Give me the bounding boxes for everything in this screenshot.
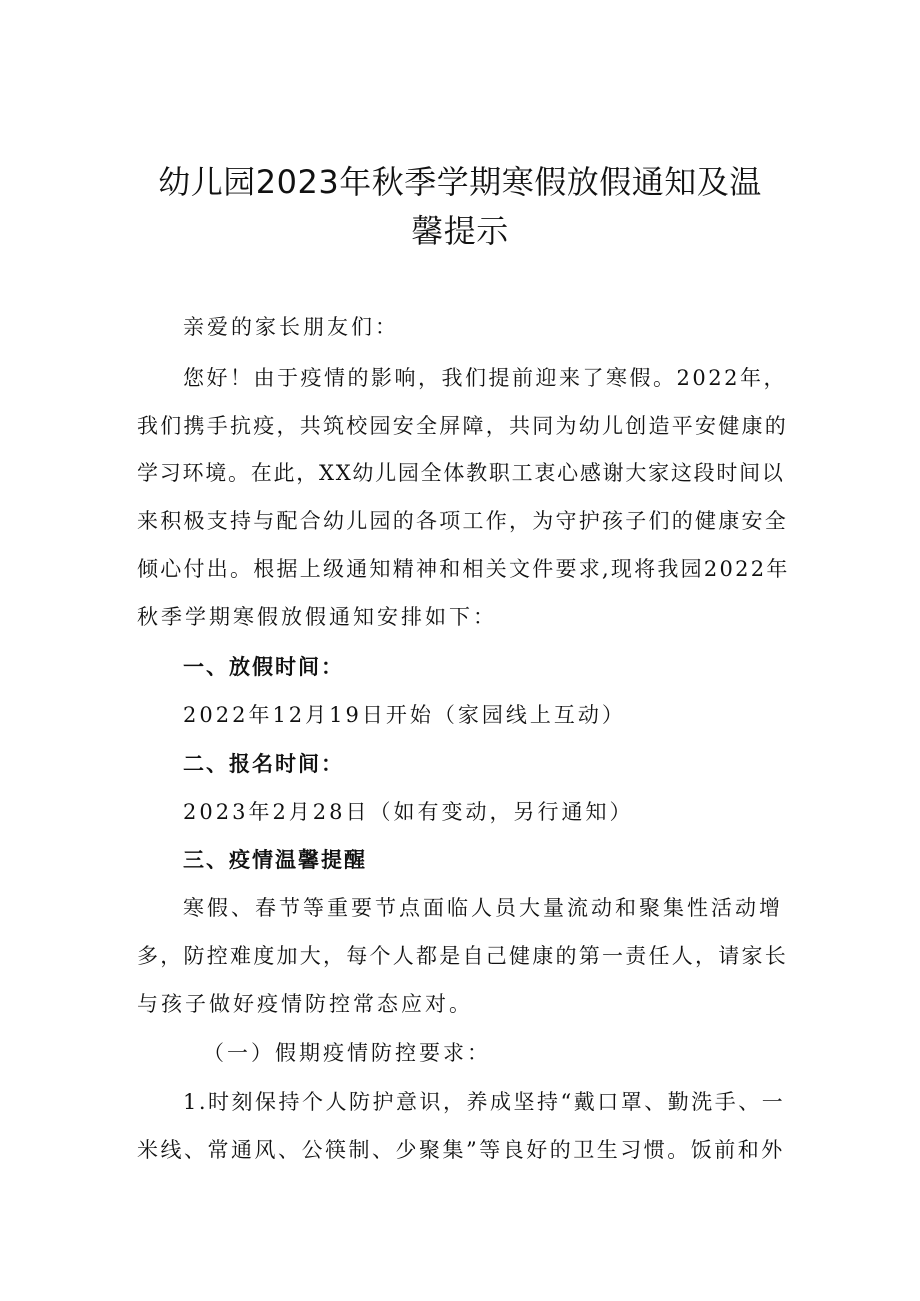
greeting: 亲爱的家长朋友们： [183,315,399,339]
intro-line-2: 我们携手抗疫，共筑校园安全屏障，共同为幼儿创造平安健康的 [137,414,788,438]
section-2-text: 2023年2月28日（如有变动，另行通知） [183,800,634,824]
intro-line-4: 来积极支持与配合幼儿园的各项工作，为守护孩子们的健康安全 [137,509,788,533]
section-3-subheading: （一）假期疫情防控要求： [203,1041,491,1065]
document-title-line-2: 馨提示 [411,212,509,250]
section-3-para-line-1: 寒假、春节等重要节点面临人员大量流动和聚集性活动增 [183,896,783,920]
intro-line-1: 您好！由于疫情的影响，我们提前迎来了寒假。2022年， [183,366,787,390]
section-1-heading: 一、放假时间： [183,655,344,679]
item-1-line-2: 米线、常通风、公筷制、少聚集”等良好的卫生习惯。饭前和外 [137,1138,785,1162]
intro-line-5: 倾心付出。根据上级通知精神和相关文件要求,现将我园2022年 [137,557,790,581]
section-3-para-line-2: 多，防控难度加大，每个人都是自己健康的第一责任人，请家长 [137,944,788,968]
document-title-line-1: 幼儿园2023年秋季学期寒假放假通知及温 [158,163,762,201]
section-3-para-line-3: 与孩子做好疫情防控常态应对。 [137,992,473,1016]
intro-line-6: 秋季学期寒假放假通知安排如下： [137,605,497,629]
section-3-heading: 三、疫情温馨提醒 [183,848,367,872]
section-2-heading: 二、报名时间： [183,752,344,776]
item-1-line-1: 1.时刻保持个人防护意识，养成坚持“戴口罩、勤洗手、一 [183,1090,786,1114]
section-1-text: 2022年12月19日开始（家园线上互动） [183,703,626,727]
intro-line-3: 学习环境。在此，XX幼儿园全体教职工衷心感谢大家这段时间以 [137,461,785,485]
